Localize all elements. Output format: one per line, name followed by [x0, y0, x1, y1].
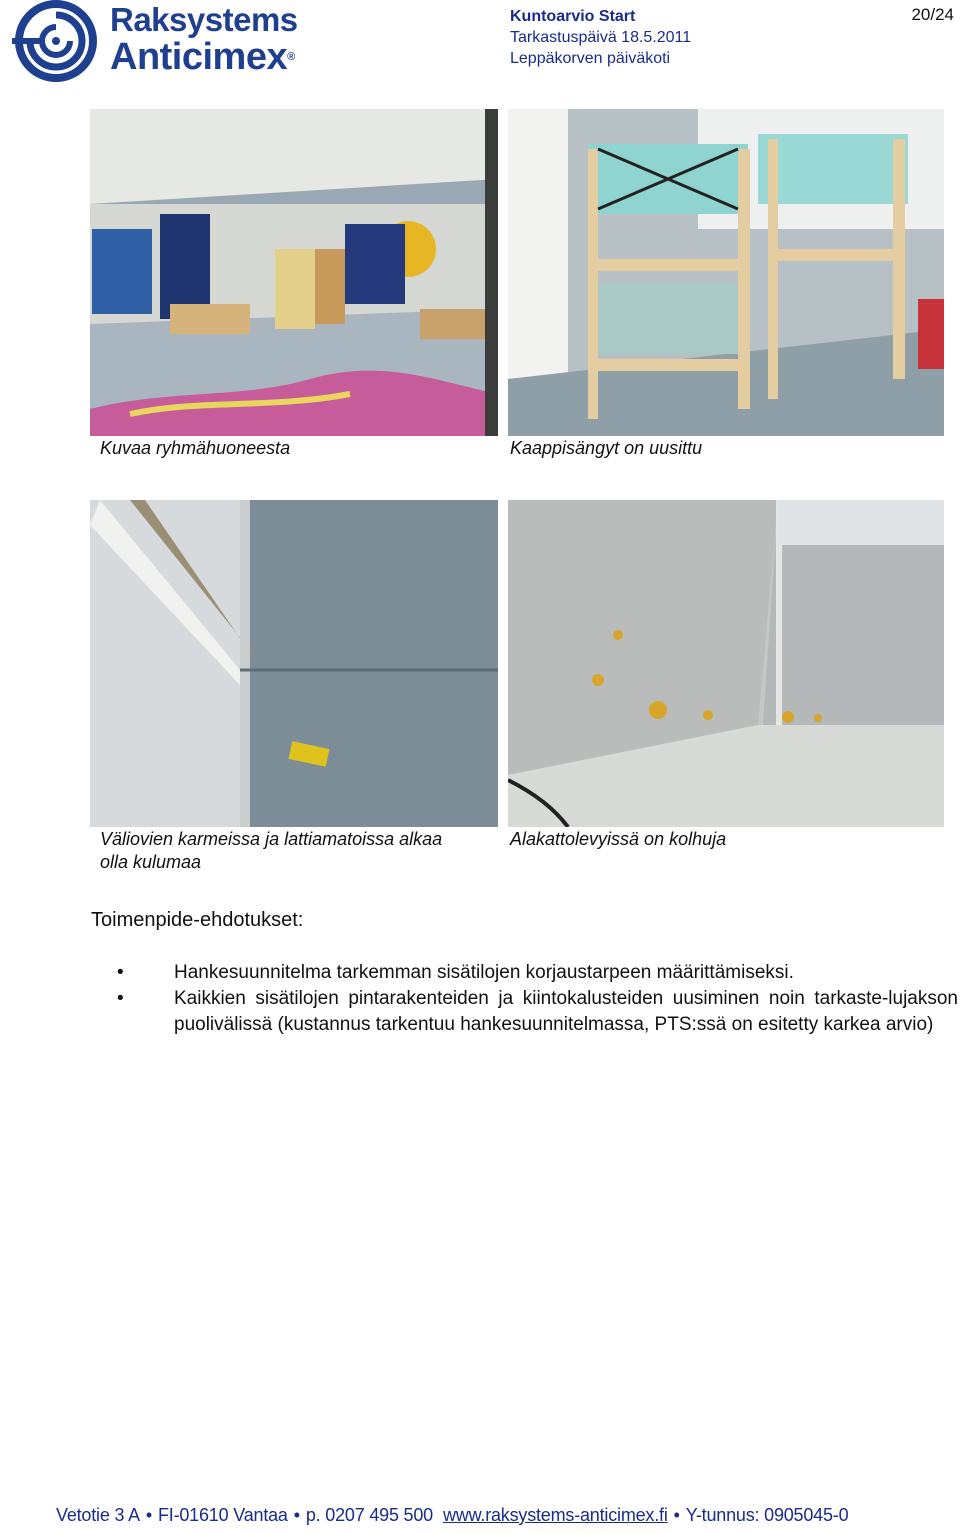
registered-mark: ® — [287, 51, 295, 63]
inspection-date: Tarkastuspäivä 18.5.2011 — [510, 29, 692, 46]
footer-business-id: Y-tunnus: 0905045-0 — [685, 1505, 849, 1525]
section-title: Toimenpide-ehdotukset: — [91, 909, 304, 931]
company-logo — [8, 0, 318, 82]
caption-door-frame-floor-line1: Väliovien karmeissa ja lattiamatoissa alkaa — [100, 829, 443, 849]
photo-cupboard-beds — [508, 109, 944, 436]
caption-door-frame-floor-line2: olla kulumaa — [100, 852, 202, 872]
caption-ceiling-panels: Alakattolevyissä on kolhuja — [510, 829, 727, 849]
photo-door-frame-floor — [90, 500, 498, 827]
logo-swirl-icon — [8, 0, 104, 82]
list-item-text: Hankesuunnitelma tarkemman sisätilojen korjaustarpeen määrittämiseksi. — [174, 962, 794, 983]
page-number: 20/24 — [911, 5, 954, 24]
property-name: Leppäkorven päiväkoti — [510, 50, 671, 67]
bullet-icon: • — [117, 988, 124, 1009]
logo-wordmark — [110, 2, 298, 76]
list-item — [91, 960, 958, 986]
caption-door-frame-floor — [100, 828, 442, 874]
bullet-icon: • — [117, 962, 124, 983]
document-header — [510, 6, 691, 69]
footer-website-link[interactable]: www.raksystems-anticimex.fi — [442, 1505, 668, 1525]
action-list — [91, 960, 958, 1038]
list-item — [91, 986, 958, 1038]
report-title: Kuntoarvio Start — [510, 8, 636, 25]
footer-phone: p. 0207 495 500 — [305, 1505, 433, 1525]
footer-separator: • — [673, 1505, 680, 1525]
list-item-text: Kaikkien sisätilojen pintarakenteiden ja kiintokalusteiden uusiminen noin tarkaste-lujakson puolivälissä (kustannus tarkentuu hankesuunnitelmassa, PTS:ssä on esitetty karkea arvio) — [174, 988, 958, 1035]
page-footer — [56, 1505, 848, 1526]
footer-address: Vetotie 3 A — [56, 1505, 140, 1525]
photo-ceiling-panels — [508, 500, 944, 827]
footer-postal: FI-01610 Vantaa — [157, 1505, 288, 1525]
footer-separator: • — [145, 1505, 152, 1525]
caption-group-room: Kuvaa ryhmähuoneesta — [100, 438, 291, 458]
logo-line2: Anticimex — [110, 36, 288, 78]
logo-line1: Raksystems — [110, 1, 298, 38]
photo-group-room — [90, 109, 498, 436]
footer-separator: • — [293, 1505, 300, 1525]
caption-cupboard-beds: Kaappisängyt on uusittu — [510, 438, 703, 458]
